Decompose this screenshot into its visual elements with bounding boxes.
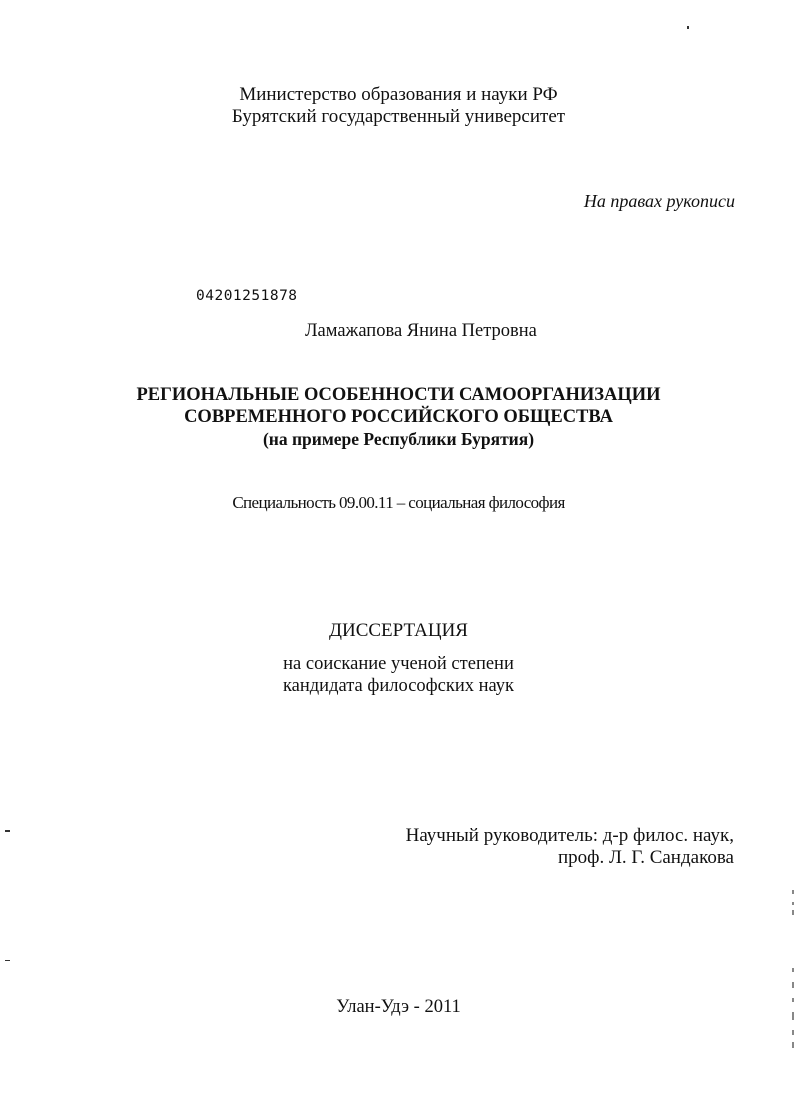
scan-speck: [687, 26, 689, 29]
supervisor-line-2: проф. Л. Г. Сандакова: [557, 847, 734, 868]
city-year: Улан-Удэ - 2011: [336, 997, 461, 1017]
author-name: Ламажапова Янина Петровна: [305, 321, 537, 341]
university-name: Бурятский государственный университет: [231, 106, 566, 127]
title-line-1: РЕГИОНАЛЬНЫЕ ОСОБЕННОСТИ САМООРГАНИЗАЦИИ: [136, 385, 661, 405]
supervisor-line-1: Научный руководитель: д-р филос. наук,: [405, 825, 734, 846]
degree-line-1: на соискание ученой степени: [283, 654, 514, 674]
scan-speck: [5, 830, 10, 832]
scan-speck: [5, 960, 10, 961]
document-type: ДИССЕРТАЦИЯ: [329, 620, 468, 641]
manuscript-note: На правах рукописи: [583, 191, 735, 211]
title-line-3: (на примере Республики Бурятия): [262, 429, 535, 449]
degree-line-2: кандидата философских наук: [282, 676, 515, 696]
specialty: Специальность 09.00.11 – социальная философия: [232, 493, 565, 512]
scan-edge-marks: [791, 890, 795, 1060]
registration-code: 04201251878: [196, 288, 298, 304]
ministry-name: Министерство образования и науки РФ: [239, 84, 558, 105]
title-line-2: СОВРЕМЕННОГО РОССИЙСКОГО ОБЩЕСТВА: [184, 407, 613, 427]
